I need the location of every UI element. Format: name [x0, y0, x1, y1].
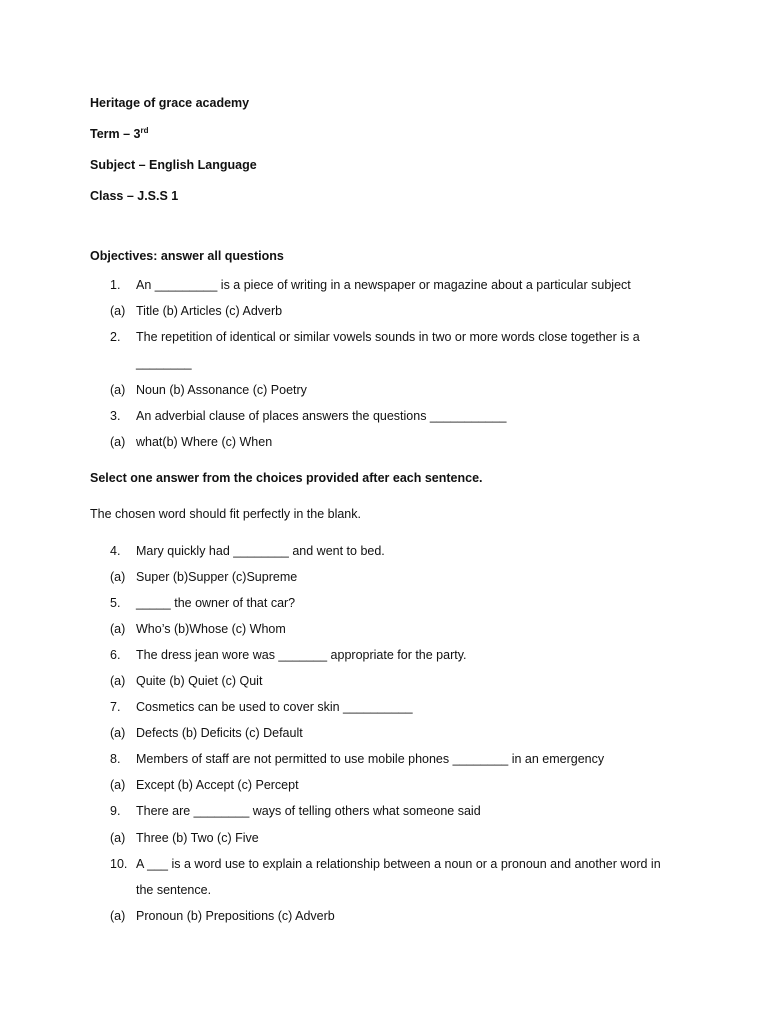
question-number: 5. [110, 596, 121, 610]
question-text: There are ________ ways of telling others what someone said [136, 804, 481, 818]
class-line: Class – J.S.S 1 [90, 189, 179, 203]
question-text: _____ the owner of that car? [136, 596, 296, 610]
school-name: Heritage of grace academy [90, 96, 250, 110]
question-text: Mary quickly had ________ and went to bed. [136, 544, 385, 558]
option-text: Title (b) Articles (c) Adverb [136, 304, 283, 318]
option-text: Pronoun (b) Prepositions (c) Adverb [136, 909, 335, 923]
question-text: An _________ is a piece of writing in a newspaper or magazine about a particular subject [136, 278, 631, 292]
question-number: 9. [110, 804, 121, 818]
subject-line: Subject – English Language [90, 158, 257, 172]
option-text: Defects (b) Deficits (c) Default [136, 726, 303, 740]
option-text: Noun (b) Assonance (c) Poetry [136, 383, 307, 397]
option-label: (a) [110, 831, 126, 845]
option-text: Three (b) Two (c) Five [136, 831, 259, 845]
question-number: 6. [110, 648, 121, 662]
question-text: The dress jean wore was _______ appropriate for the party. [136, 648, 467, 662]
question-number: 4. [110, 544, 121, 558]
question-number: 8. [110, 752, 121, 766]
option-text: what(b) Where (c) When [136, 435, 273, 449]
question-number: 2. [110, 330, 121, 344]
question-number: 3. [110, 409, 121, 423]
option-text: Quite (b) Quiet (c) Quit [136, 674, 263, 688]
term-text: Term – 3 [90, 127, 141, 141]
term-superscript: rd [140, 125, 149, 135]
question-text-continued: ________ [136, 356, 192, 370]
option-label: (a) [110, 674, 126, 688]
question-number: 1. [110, 278, 121, 292]
option-label: (a) [110, 622, 126, 636]
question-text: Members of staff are not permitted to use mobile phones ________ in an emergency [136, 752, 605, 766]
question-text: A ___ is a word use to explain a relationship between a noun or a pronoun and another word in [136, 857, 661, 871]
question-number: 7. [110, 700, 121, 714]
term-line [90, 126, 149, 142]
option-text: Super (b)Supper (c)Supreme [136, 570, 298, 584]
option-label: (a) [110, 778, 126, 792]
option-label: (a) [110, 570, 126, 584]
question-text-continued: the sentence. [136, 883, 212, 897]
option-label: (a) [110, 304, 126, 318]
option-text: Except (b) Accept (c) Percept [136, 778, 299, 792]
question-text: Cosmetics can be used to cover skin __________ [136, 700, 413, 714]
option-label: (a) [110, 383, 126, 397]
option-label: (a) [110, 726, 126, 740]
option-label: (a) [110, 435, 126, 449]
option-text: Who’s (b)Whose (c) Whom [136, 622, 286, 636]
option-label: (a) [110, 909, 126, 923]
instruction-line: The chosen word should fit perfectly in the blank. [90, 507, 361, 521]
question-number: 10. [110, 857, 128, 871]
objectives-heading: Objectives: answer all questions [90, 249, 284, 263]
question-text: An adverbial clause of places answers the questions ___________ [136, 409, 507, 423]
instruction-line: Select one answer from the choices provided after each sentence. [90, 471, 483, 485]
question-text: The repetition of identical or similar vowels sounds in two or more words close together is a [136, 330, 640, 344]
